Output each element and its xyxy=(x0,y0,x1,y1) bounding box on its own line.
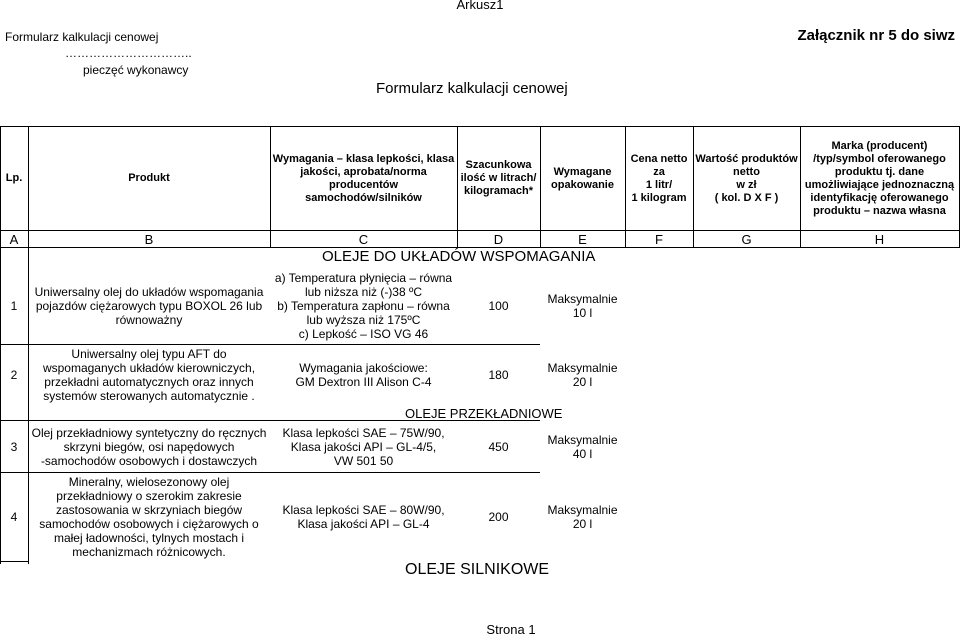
text-line: a) Temperatura płynięcia – równa xyxy=(274,271,453,285)
header-line: /typ/symbol oferowanego xyxy=(813,152,946,165)
col-letter: A xyxy=(9,232,19,247)
text-line: lub niższa niż (-)38 ºC xyxy=(304,285,423,299)
row-produkt xyxy=(28,344,270,406)
row-lp: 4 xyxy=(10,509,18,524)
row-ilosc: 450 xyxy=(488,439,509,454)
attachment-label: Załącznik nr 5 do siwz xyxy=(797,27,955,44)
row-opakowanie xyxy=(540,344,625,406)
text-line: systemów sterowanych automatycznie . xyxy=(43,389,255,403)
col-letter: H xyxy=(874,232,885,247)
header-line: samochodów/silników xyxy=(305,191,422,204)
text-line: Klasa lepkości SAE – 80W/90, xyxy=(282,502,445,517)
col-header-cena xyxy=(625,127,693,230)
col-letter: B xyxy=(144,232,154,247)
header-line: za xyxy=(653,165,665,178)
col-letter: E xyxy=(578,232,587,247)
text-line: 40 l xyxy=(572,446,593,461)
header-line: ilość w litrach/ xyxy=(460,172,537,184)
row-lp: 3 xyxy=(10,439,18,454)
col-header-opakowanie xyxy=(540,127,625,230)
text-line: Klasa lepkości SAE – 75W/90, xyxy=(282,425,445,440)
row-produkt xyxy=(28,268,270,344)
text-line: Mineralny, wielosezonowy olej xyxy=(68,474,230,489)
col-header-wartosc xyxy=(693,127,800,230)
form-title-left: Formularz kalkulacji cenowej xyxy=(5,30,159,44)
text-line: małej ładowności, tylnych mostach i xyxy=(53,530,245,545)
col-header-lp: Lp. xyxy=(5,172,23,184)
header-line: Cena netto xyxy=(630,152,688,165)
row-opakowanie xyxy=(540,472,625,561)
dots-line: ………………………….. xyxy=(65,46,192,60)
row-lp: 2 xyxy=(10,368,18,382)
row-wymagania xyxy=(270,472,457,561)
text-line: b) Temperatura zapłonu – równa xyxy=(277,299,450,313)
section-heading-przekladniowe: OLEJE PRZEKŁADNIOWE xyxy=(405,406,563,421)
header-line: Marka (producent) xyxy=(831,139,928,152)
text-line: mechanizmach różnicowych. xyxy=(72,544,226,559)
header-line: Wymagane xyxy=(553,165,612,178)
text-line: Maksymalnie xyxy=(547,502,618,517)
col-letter: F xyxy=(655,232,663,247)
text-line: skrzyni biegów, osi napędowych xyxy=(63,439,235,454)
text-line: VW 501 50 xyxy=(333,453,394,468)
row-ilosc: 180 xyxy=(488,368,509,382)
header-line: kilogramach* xyxy=(463,185,534,197)
text-line: Uniwersalny olej typu AFT do xyxy=(71,347,227,361)
text-line: wspomaganych układów kierowniczych, xyxy=(42,361,256,375)
header-line: produktu tj. dane xyxy=(834,165,925,178)
page-number: Strona 1 xyxy=(486,622,536,637)
header-line: ( kol. D X F ) xyxy=(714,191,779,204)
col-header-wymagania xyxy=(270,127,457,230)
row-produkt xyxy=(28,472,270,561)
header-line: w zł xyxy=(736,178,757,191)
section-heading-silnikowe: OLEJE SILNIKOWE xyxy=(405,561,550,578)
text-line: Uniwersalny olej do układów wspomagania xyxy=(34,285,264,299)
header-line: Szacunkowa xyxy=(465,159,532,171)
stamp-label: pieczęć wykonawcy xyxy=(83,63,189,77)
row-wymagania xyxy=(270,268,457,344)
text-line: 20 l xyxy=(572,375,593,389)
grid-line xyxy=(0,561,28,562)
col-letter: D xyxy=(493,232,504,247)
text-line: Klasa jakości API – GL-4 xyxy=(297,516,430,531)
text-line: Maksymalnie xyxy=(547,292,618,306)
col-header-szacunkowa xyxy=(457,127,540,230)
text-line: pojazdów ciężarowych typu BOXOL 26 lub xyxy=(35,299,263,313)
header-line: opakowanie xyxy=(551,178,614,191)
col-letter: G xyxy=(741,232,752,247)
header-line: 1 kilogram xyxy=(631,191,687,204)
text-line: 10 l xyxy=(572,306,593,320)
text-line: równoważny xyxy=(115,313,183,327)
header-line: produktu – nazwa własna xyxy=(813,204,946,217)
row-wymagania xyxy=(270,421,457,472)
row-opakowanie xyxy=(540,421,625,472)
row-ilosc: 200 xyxy=(488,509,509,524)
text-line: samochodów osobowych i ciężarowych o xyxy=(39,516,259,531)
text-line: przekładniowy o szerokim zakresie xyxy=(56,488,242,503)
header-line: 1 litr/ xyxy=(645,178,673,191)
text-line: Maksymalnie xyxy=(547,432,618,447)
row-wymagania xyxy=(270,344,457,406)
text-line: GM Dextron III Alison C-4 xyxy=(295,375,432,389)
text-line: Olej przekładniowy syntetyczny do ręcznych xyxy=(31,425,267,440)
text-line: Klasa jakości API – GL-4/5, xyxy=(290,439,437,454)
header-line: umożliwiające jednoznaczną xyxy=(804,178,955,191)
text-line: 20 l xyxy=(572,516,593,531)
grid-line xyxy=(0,230,960,231)
header-line: producentów xyxy=(328,178,399,191)
row-produkt xyxy=(28,421,270,472)
section-heading-wspomagania: OLEJE DO UKŁADÓW WSPOMAGANIA xyxy=(322,248,596,265)
row-ilosc: 100 xyxy=(488,299,509,313)
header-line: netto xyxy=(733,165,760,178)
sheet-title: Arkusz1 xyxy=(456,0,504,12)
header-line: Wartość produktów xyxy=(695,152,798,165)
row-lp: 1 xyxy=(10,299,18,313)
text-line: c) Lepkość – ISO VG 46 xyxy=(298,327,429,341)
center-title: Formularz kalkulacji cenowej xyxy=(376,80,568,97)
header-line: Wymagania – klasa lepkości, klasa xyxy=(272,152,455,165)
header-line: identyfikację oferowanego xyxy=(810,191,949,204)
col-header-produkt: Produkt xyxy=(128,172,170,184)
header-line: jakości, aprobata/norma xyxy=(300,165,427,178)
text-line: lub wyższa niż 175ºC xyxy=(306,313,421,327)
text-line: zastosowania w skrzyniach biegów xyxy=(55,502,243,517)
col-header-marka xyxy=(800,127,959,230)
text-line: Maksymalnie xyxy=(547,361,618,375)
text-line: -samochodów osobowych i dostawczych xyxy=(40,453,258,468)
row-opakowanie xyxy=(540,268,625,344)
text-line: Wymagania jakościowe: xyxy=(299,361,428,375)
col-letter: C xyxy=(358,232,369,247)
text-line: przekładni automatycznych oraz innych xyxy=(44,375,254,389)
